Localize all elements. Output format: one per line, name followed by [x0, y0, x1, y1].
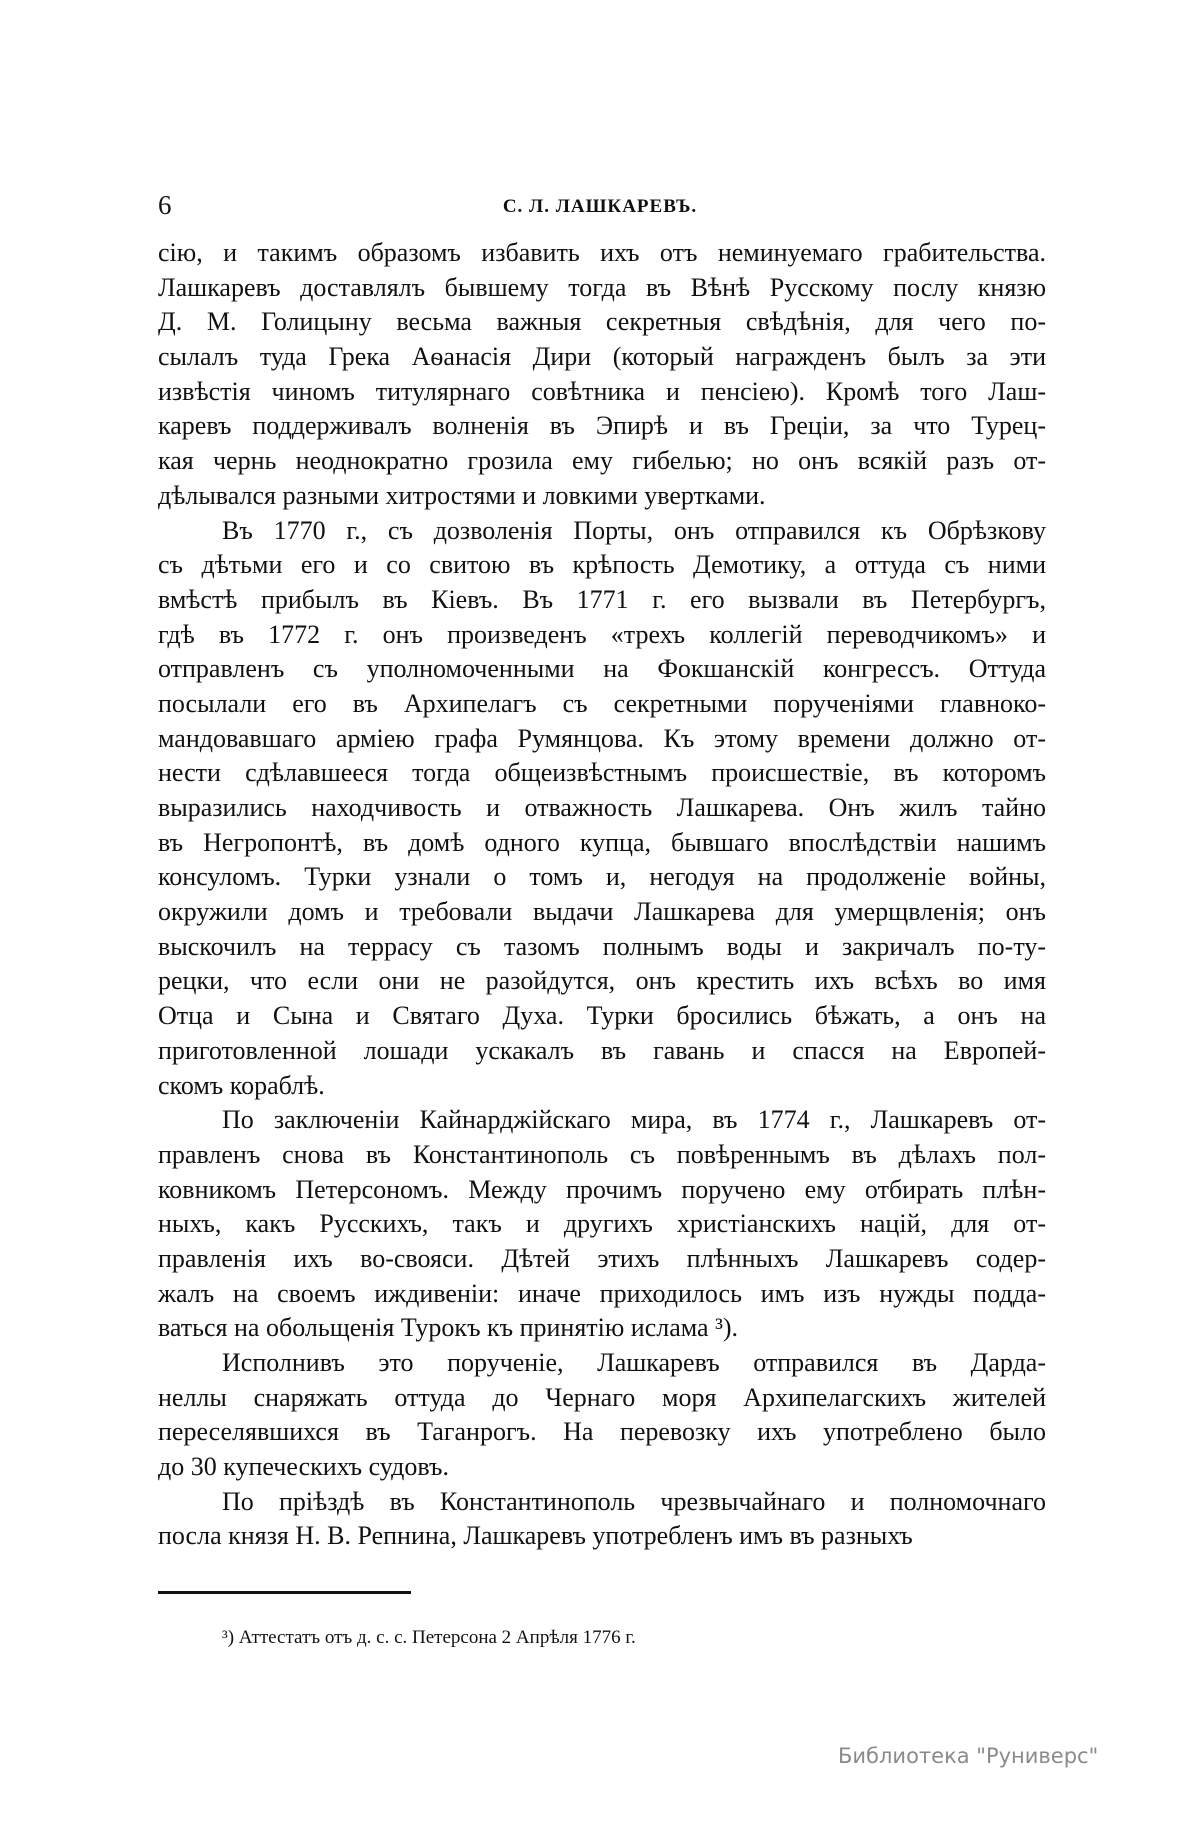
text-line: каревъ поддерживалъ волненія въ Эпирѣ и въ Греціи, за что Турец-	[158, 411, 1046, 441]
text-line: выразились находчивость и отважность Лашкарева. Онъ жилъ тайно	[158, 793, 1046, 822]
paragraph	[158, 1346, 1046, 1485]
text-line: мандовавшаго арміею графа Румянцова. Къ этому времени должно от-	[158, 723, 1046, 753]
body-text	[158, 236, 1046, 1554]
text-line: правленъ снова въ Константинополь съ повѣреннымъ въ дѣлахъ пол-	[158, 1139, 1046, 1169]
text-line: ваться на обольщенія Турокъ къ принятію ислама ³).	[158, 1313, 739, 1343]
text-line: въ Негропонтѣ, въ домѣ одного купца, бывшаго впослѣдствіи нашимъ	[158, 827, 1046, 857]
text-line: отправленъ съ уполномоченными на Фокшанскій конгрессъ. Оттуда	[158, 654, 1046, 684]
text-line: ныхъ, какъ Русскихъ, такъ и другихъ христіанскихъ націй, для от-	[158, 1209, 1046, 1239]
text-line: съ дѣтьми его и со свитою въ крѣпость Демотику, а оттуда съ ними	[158, 550, 1046, 580]
text-line: По пріѣздѣ въ Константинополь чрезвычайнаго и полномочнаго	[222, 1486, 1046, 1516]
text-line: окружили домъ и требовали выдачи Лашкарева для умерщвленія; онъ	[158, 897, 1046, 927]
paragraph	[158, 1485, 1046, 1554]
text-line: дѣлывался разными хитростями и ловкими увертками.	[158, 480, 766, 510]
text-line: переселявшихся въ Таганрогъ. На перевозку ихъ употреблено было	[158, 1417, 1046, 1447]
footnote-rule	[158, 1591, 411, 1594]
text-line: посла князя Н. В. Репнина, Лашкаревъ употребленъ имъ въ разныхъ	[158, 1521, 913, 1551]
text-line: консуломъ. Турки узнали о томъ и, негодуя на продолженіе войны,	[158, 862, 1046, 892]
text-line: скомъ кораблѣ.	[158, 1070, 325, 1100]
text-line: сію, и такимъ образомъ избавить ихъ отъ неминуемаго грабительства.	[158, 238, 1046, 267]
paragraph	[158, 1103, 1046, 1346]
text-line: правленія ихъ во-свояси. Дѣтей этихъ плѣнныхъ Лашкаревъ содер-	[158, 1243, 1046, 1273]
paragraph	[158, 236, 1046, 514]
text-line: до 30 купеческихъ судовъ.	[158, 1452, 449, 1482]
text-line: гдѣ въ 1772 г. онъ произведенъ «трехъ коллегій переводчикомъ» и	[158, 619, 1046, 649]
text-line: извѣстія чиномъ титулярнаго совѣтника и пенсіею). Кромѣ того Лаш-	[158, 376, 1046, 406]
text-line: Лашкаревъ доставлялъ бывшему тогда въ Вѣнѣ Русскому послу князю	[158, 272, 1046, 302]
footnote: ³) Аттестатъ отъ д. с. с. Петерсона 2 Апрѣля 1776 г.	[222, 1627, 636, 1648]
text-line: посылали его въ Архипелагъ съ секретными порученіями главноко-	[158, 688, 1046, 718]
text-line: жалъ на своемъ иждивеніи: иначе приходилось имъ изъ нужды подда-	[158, 1278, 1046, 1308]
text-line: Отца и Сына и Святаго Духа. Турки бросились бѣжать, а онъ на	[158, 1001, 1046, 1031]
text-line: вмѣстѣ прибылъ въ Кіевъ. Въ 1771 г. его вызвали въ Петербургъ,	[158, 584, 1046, 614]
text-line: Въ 1770 г., съ дозволенія Порты, онъ отправился къ Обрѣзкову	[222, 515, 1046, 545]
text-line: нести сдѣлавшееся тогда общеизвѣстнымъ происшествіе, въ которомъ	[158, 758, 1046, 788]
text-line: выскочилъ на террасу съ тазомъ полнымъ воды и закричалъ по-ту-	[158, 931, 1046, 961]
library-watermark: Библиотека "Руниверс"	[838, 1744, 1099, 1768]
text-line: Исполнивъ это порученіе, Лашкаревъ отправился въ Дарда-	[222, 1348, 1046, 1377]
page-number: 6	[158, 190, 172, 220]
text-line: ковникомъ Петерсономъ. Между прочимъ поручено ему отбирать плѣн-	[158, 1174, 1046, 1204]
paragraph	[158, 514, 1046, 1104]
text-line: По заключеніи Кайнарджійскаго мира, въ 1774 г., Лашкаревъ от-	[222, 1105, 1046, 1135]
text-line: Д. М. Голицыну весьма важныя секретныя свѣдѣнія, для чего по-	[158, 307, 1046, 337]
text-line: сылалъ туда Грека Аѳанасія Дири (который награжденъ былъ за эти	[158, 342, 1046, 372]
text-line: кая чернь неоднократно грозила ему гибелью; но онъ всякій разъ от-	[158, 446, 1046, 476]
text-line: неллы снаряжать оттуда до Чернаго моря Архипелагскихъ жителей	[158, 1382, 1046, 1412]
text-line: приготовленной лошади ускакалъ въ гавань и спасся на Европей-	[158, 1035, 1046, 1065]
text-line: рецки, что если они не разойдутся, онъ крестить ихъ всѣхъ во имя	[158, 966, 1046, 996]
running-head: С. Л. ЛАШКАРЕВЪ.	[502, 196, 698, 217]
